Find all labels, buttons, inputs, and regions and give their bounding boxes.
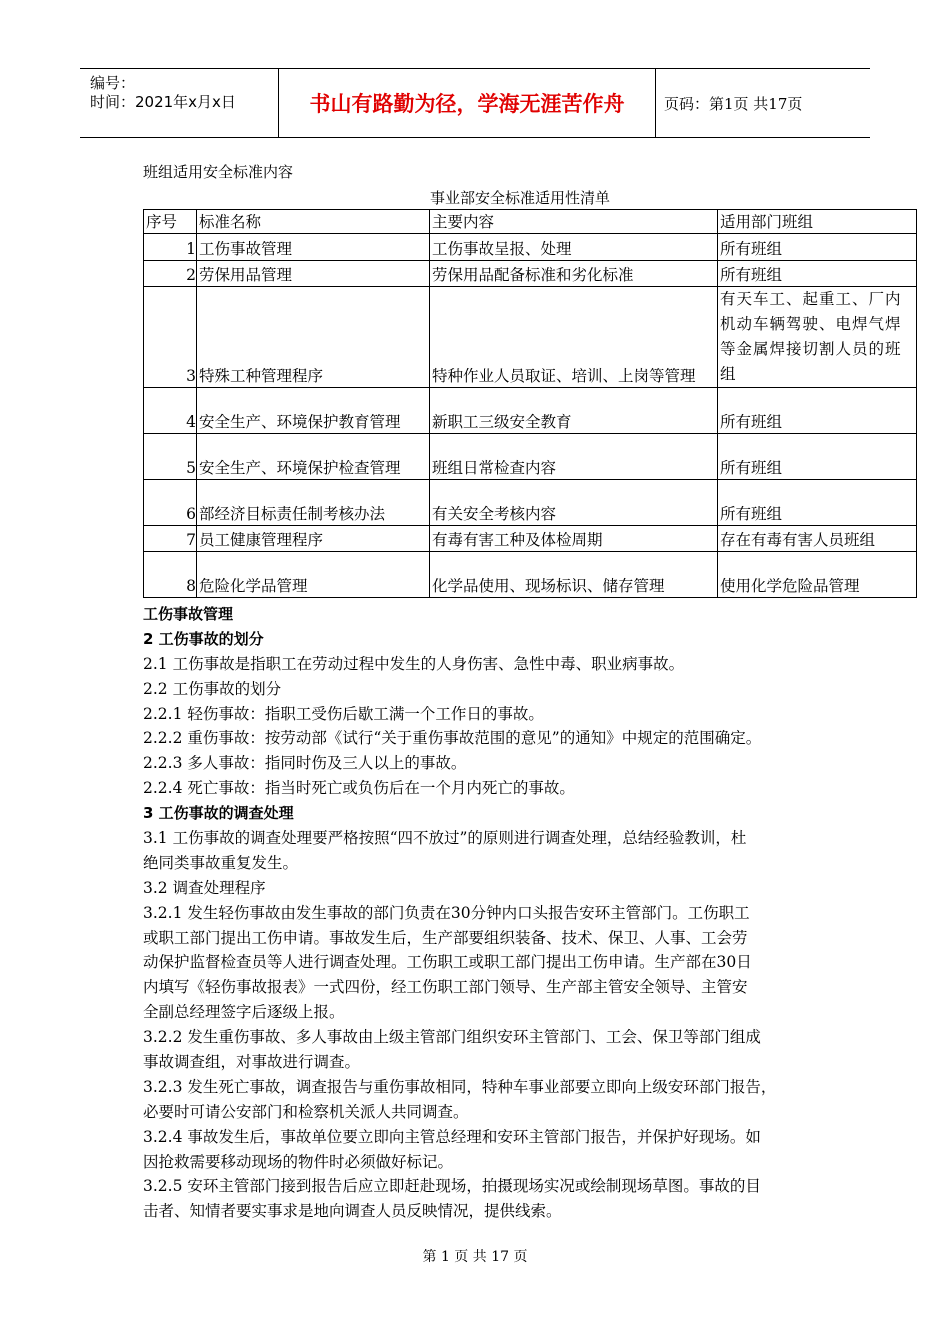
paragraph-line: 2.2 工伤事故的划分 bbox=[143, 679, 282, 698]
cell-no: 1 bbox=[144, 234, 197, 261]
cell-content: 劳保用品配备标准和劣化标准 bbox=[430, 261, 718, 287]
table-row bbox=[144, 552, 917, 598]
number-label: 编号： bbox=[90, 74, 136, 92]
cell-content: 班组日常检查内容 bbox=[430, 434, 718, 480]
table-row bbox=[144, 526, 917, 552]
table-row bbox=[144, 434, 917, 480]
cell-name: 危险化学品管理 bbox=[197, 552, 430, 598]
paragraph-line: 或职工部门提出工伤申请。事故发生后，生产部要组织装备、技术、保卫、人事、工会劳 bbox=[143, 928, 748, 947]
table-row bbox=[144, 234, 917, 261]
cell-no: 6 bbox=[144, 480, 197, 526]
cell-dept: 所有班组 bbox=[718, 480, 917, 526]
time-label: 时间：2021年x月x日 bbox=[90, 93, 236, 111]
cell-name: 劳保用品管理 bbox=[197, 261, 430, 287]
paragraph-line: 内填写《轻伤事故报表》一式四份，经工伤职工部门领导、生产部主管安全领导、主管安 bbox=[143, 978, 748, 997]
page-header bbox=[80, 68, 870, 138]
cell-content: 特种作业人员取证、培训、上岗等管理 bbox=[430, 287, 718, 388]
paragraph-line: 2.2.4 死亡事故：指当时死亡或负伤后在一个月内死亡的事故。 bbox=[143, 779, 575, 798]
table-row bbox=[144, 480, 917, 526]
cell-content: 有毒有害工种及体检周期 bbox=[430, 526, 718, 552]
section-title: 班组适用安全标准内容 bbox=[143, 163, 294, 181]
paragraph-line: 3.1 工伤事故的调查处理要严格按照“四不放过”的原则进行调查处理，总结经验教训，杜 bbox=[143, 829, 747, 848]
cell-dept: 使用化学危险品管理 bbox=[718, 552, 917, 598]
cell-dept: 所有班组 bbox=[718, 234, 917, 261]
paragraph-line: 2.2.1 轻伤事故：指职工受伤后歇工满一个工作日的事故。 bbox=[143, 704, 544, 723]
table-header-row bbox=[144, 210, 917, 234]
cell-name: 工伤事故管理 bbox=[197, 234, 430, 261]
cell-content: 工伤事故呈报、处理 bbox=[430, 234, 718, 261]
paragraph-line: 3.2 调查处理程序 bbox=[143, 878, 266, 897]
cell-dept: 所有班组 bbox=[718, 388, 917, 434]
document-body bbox=[143, 602, 823, 1224]
cell-dept: 所有班组 bbox=[718, 261, 917, 287]
cell-name: 安全生产、环境保护教育管理 bbox=[197, 388, 430, 434]
header-motto: 书山有路勤为径，学海无涯苦作舟 bbox=[309, 92, 625, 116]
header-cell: 主要内容 bbox=[430, 210, 718, 234]
header-divider bbox=[655, 69, 656, 137]
cell-dept: 有天车工、起重工、厂内机动车辆驾驶、电焊气焊等金属焊接切割人员的班组 bbox=[718, 287, 917, 388]
cell-content: 新职工三级安全教育 bbox=[430, 388, 718, 434]
paragraph-line: 必要时可请公安部门和检察机关派人共同调查。 bbox=[143, 1102, 469, 1121]
cell-dept: 所有班组 bbox=[718, 434, 917, 480]
paragraph-line: 3.2.3 发生死亡事故，调查报告与重伤事故相同，特种车事业部要立即向上级安环部门报告， bbox=[143, 1077, 777, 1096]
header-meta bbox=[80, 69, 278, 137]
paragraph-line: 3.2.4 事故发生后，事故单位要立即向主管总经理和安环主管部门报告，并保护好现场。如 bbox=[143, 1127, 761, 1146]
header-cell: 适用部门班组 bbox=[718, 210, 917, 234]
cell-name: 安全生产、环境保护检查管理 bbox=[197, 434, 430, 480]
header-cell: 标准名称 bbox=[197, 210, 430, 234]
cell-content: 有关安全考核内容 bbox=[430, 480, 718, 526]
cell-name: 部经济目标责任制考核办法 bbox=[197, 480, 430, 526]
paragraph-line: 2.2.2 重伤事故：按劳动部《试行“关于重伤事故范围的意见”的通知》中规定的范围确定。 bbox=[143, 729, 762, 748]
paragraph-line: 绝同类事故重复发生。 bbox=[143, 853, 299, 872]
cell-no: 4 bbox=[144, 388, 197, 434]
heading: 2 工伤事故的划分 bbox=[143, 629, 264, 648]
paragraph-line: 击者、知情者要实事求是地向调查人员反映情况，提供线索。 bbox=[143, 1202, 562, 1221]
paragraph-line: 全副总经理签字后逐级上报。 bbox=[143, 1003, 345, 1022]
heading: 工伤事故管理 bbox=[143, 605, 234, 623]
paragraph-line: 3.2.2 发生重伤事故、多人事故由上级主管部门组织安环主管部门、工会、保卫等部门组成 bbox=[143, 1028, 761, 1047]
paragraph-line: 动保护监督检查员等人进行调查处理。工伤职工或职工部门提出工伤申请。生产部在30日 bbox=[143, 953, 752, 972]
header-page-info: 页码：第1页 共17页 bbox=[664, 94, 803, 113]
table-row bbox=[144, 388, 917, 434]
cell-no: 7 bbox=[144, 526, 197, 552]
table-title: 事业部安全标准适用性清单 bbox=[430, 189, 611, 207]
paragraph-line: 因抢救需要移动现场的物件时必须做好标记。 bbox=[143, 1152, 454, 1171]
cell-name: 特殊工种管理程序 bbox=[197, 287, 430, 388]
cell-no: 8 bbox=[144, 552, 197, 598]
table-row bbox=[144, 261, 917, 287]
paragraph-line: 3.2.5 安环主管部门接到报告后应立即赶赴现场，拍摄现场实况或绘制现场草图。事故的目 bbox=[143, 1177, 761, 1196]
table-row bbox=[144, 287, 917, 388]
heading: 3 工伤事故的调查处理 bbox=[143, 804, 294, 823]
paragraph-line: 2.2.3 多人事故：指同时伤及三人以上的事故。 bbox=[143, 754, 467, 773]
paragraph-line: 事故调查组，对事故进行调查。 bbox=[143, 1053, 361, 1072]
paragraph-line: 2.1 工伤事故是指职工在劳动过程中发生的人身伤害、急性中毒、职业病事故。 bbox=[143, 654, 685, 673]
cell-name: 员工健康管理程序 bbox=[197, 526, 430, 552]
cell-no: 3 bbox=[144, 287, 197, 388]
paragraph-line: 3.2.1 发生轻伤事故由发生事故的部门负责在30分钟内口头报告安环主管部门。工伤职工 bbox=[143, 903, 750, 922]
header-cell: 序号 bbox=[144, 210, 197, 234]
page-footer: 第 1 页 共 17 页 bbox=[422, 1249, 528, 1265]
standards-table bbox=[143, 209, 917, 598]
cell-no: 5 bbox=[144, 434, 197, 480]
cell-no: 2 bbox=[144, 261, 197, 287]
cell-content: 化学品使用、现场标识、储存管理 bbox=[430, 552, 718, 598]
cell-dept: 存在有毒有害人员班组 bbox=[718, 526, 917, 552]
